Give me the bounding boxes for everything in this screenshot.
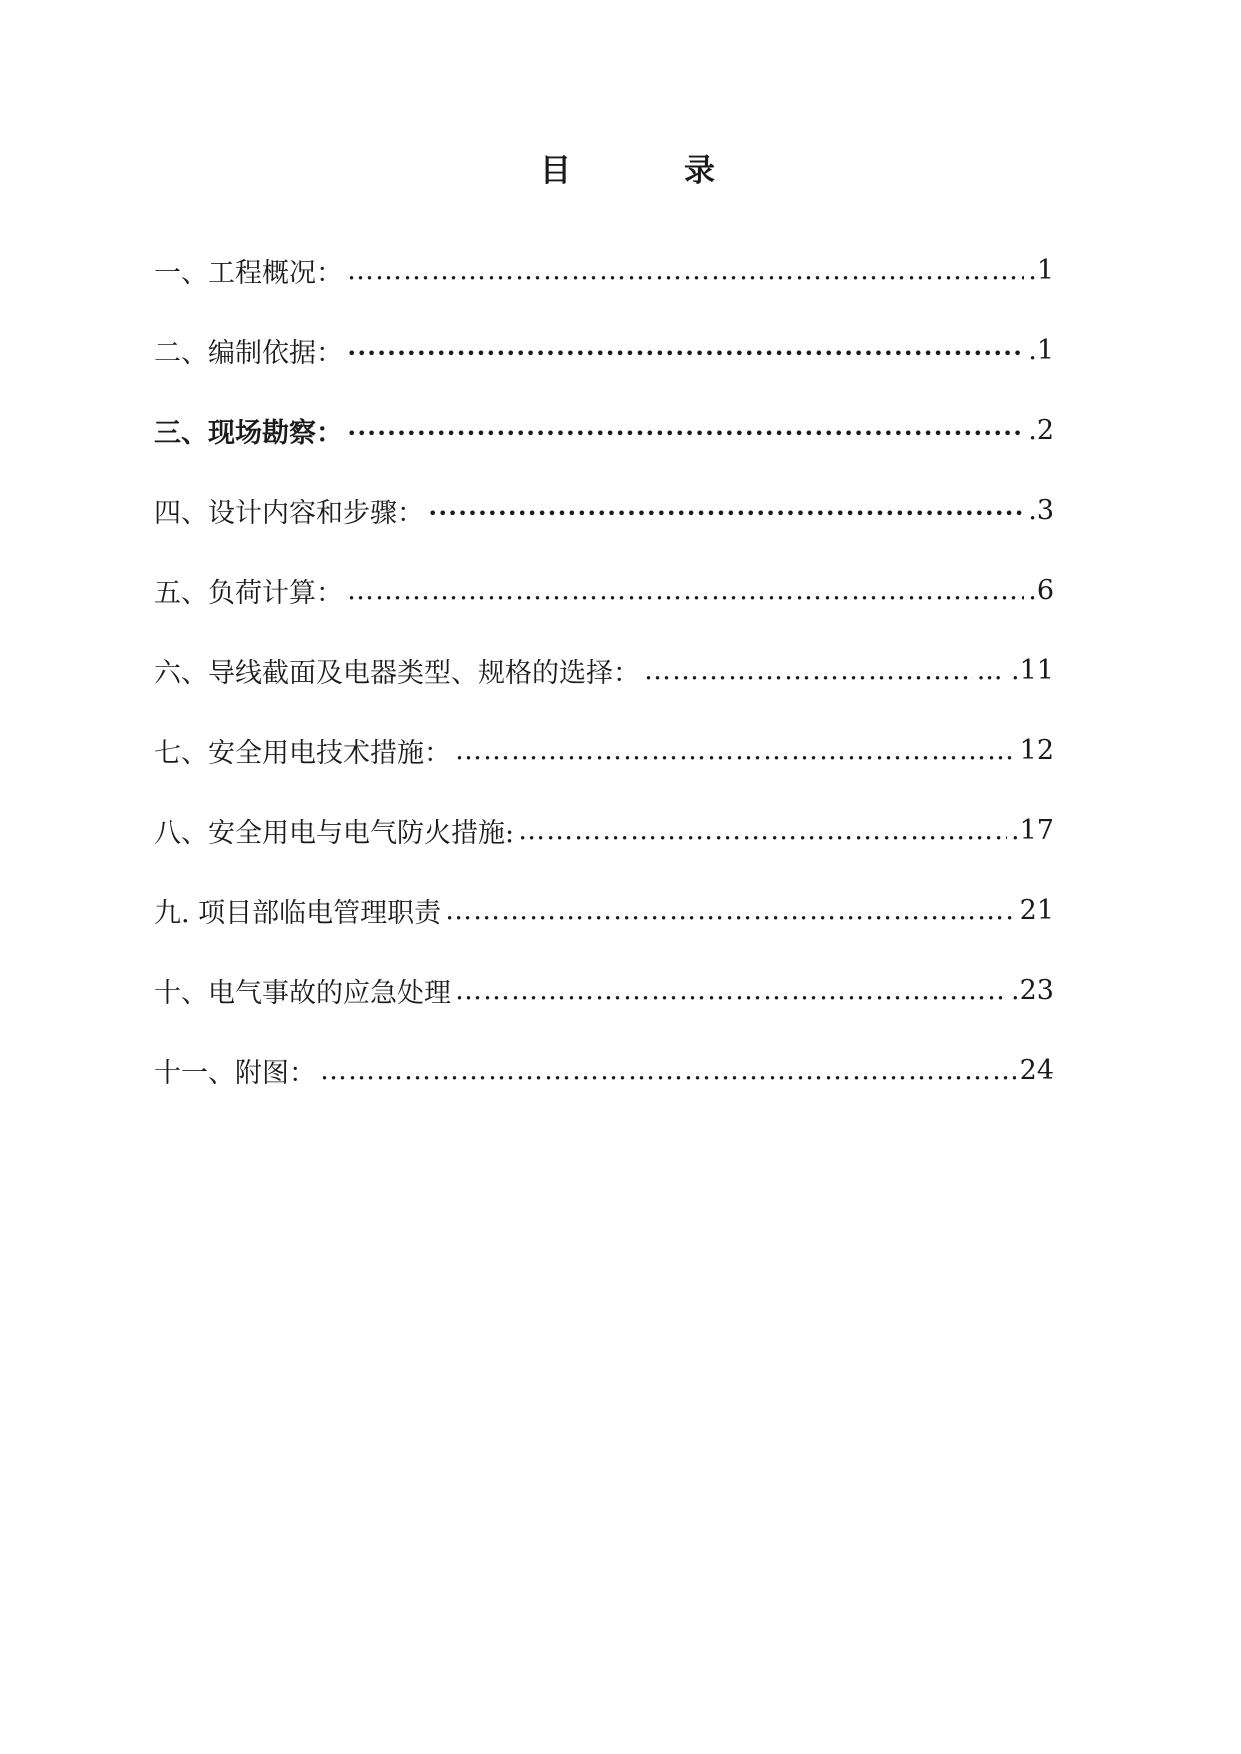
toc-entry-label: 十、电气事故的应急处理 xyxy=(154,977,451,1009)
dot-leader xyxy=(428,495,1024,526)
toc-entry-label: 八、安全用电与电气防火措施: xyxy=(154,817,515,849)
dot-leader xyxy=(347,335,1024,366)
toc-entry-10[interactable] xyxy=(154,950,1054,1030)
toc-entry-1[interactable] xyxy=(154,230,1054,310)
dot-leader xyxy=(455,975,1007,1006)
toc-entry-page: .2 xyxy=(1028,414,1054,446)
toc-entry-page: .23 xyxy=(1011,974,1054,1006)
dot-leader xyxy=(347,255,1024,286)
toc-entry-page: ... .11 xyxy=(976,654,1054,686)
dot-leader xyxy=(320,1055,1016,1086)
dot-leader xyxy=(518,815,1007,846)
toc-entry-label: 二、编制依据： xyxy=(154,337,343,369)
dot-leader xyxy=(347,415,1024,446)
toc-entry-page: .6 xyxy=(1028,574,1054,606)
dot-leader xyxy=(455,735,1016,766)
dot-leader xyxy=(347,575,1024,606)
toc-entry-page: 24 xyxy=(1019,1054,1054,1086)
dot-leader xyxy=(644,655,973,686)
toc-entry-label: 一、工程概况： xyxy=(154,257,343,289)
toc-entry-page: 12 xyxy=(1019,734,1054,766)
toc-entry-6[interactable] xyxy=(154,630,1054,710)
toc-entry-page: .1 xyxy=(1028,254,1054,286)
toc-entry-3[interactable] xyxy=(154,390,1054,470)
toc-entry-4[interactable] xyxy=(154,470,1054,550)
toc-entry-9[interactable] xyxy=(154,870,1054,950)
toc-entry-page: 21 xyxy=(1019,894,1054,926)
toc-entry-page: .17 xyxy=(1011,814,1054,846)
toc-entry-11[interactable] xyxy=(154,1030,1054,1110)
toc-entry-page: .1 xyxy=(1028,334,1054,366)
toc-entry-label: 十一、附图： xyxy=(154,1057,316,1089)
dot-leader xyxy=(445,895,1015,926)
toc-entry-label: 六、导线截面及电器类型、规格的选择： xyxy=(154,657,640,689)
toc-entry-7[interactable] xyxy=(154,710,1054,790)
toc-entry-label: 四、设计内容和步骤： xyxy=(154,497,424,529)
toc-entry-label: 七、安全用电技术措施： xyxy=(154,737,451,769)
toc-title xyxy=(540,145,715,189)
toc-title-char-1: 目 xyxy=(540,152,571,189)
toc-entry-8[interactable] xyxy=(154,790,1054,870)
toc-entry-page: .3 xyxy=(1028,494,1054,526)
toc-title-char-2: 录 xyxy=(684,152,715,189)
toc-entry-label: 九. 项目部临电管理职责 xyxy=(154,897,442,929)
toc-entry-label: 五、负荷计算： xyxy=(154,577,343,609)
toc-entry-label: 三、现场勘察： xyxy=(154,417,343,449)
toc-entry-2[interactable] xyxy=(154,310,1054,390)
toc-list xyxy=(154,230,1054,1110)
toc-entry-5[interactable] xyxy=(154,550,1054,630)
